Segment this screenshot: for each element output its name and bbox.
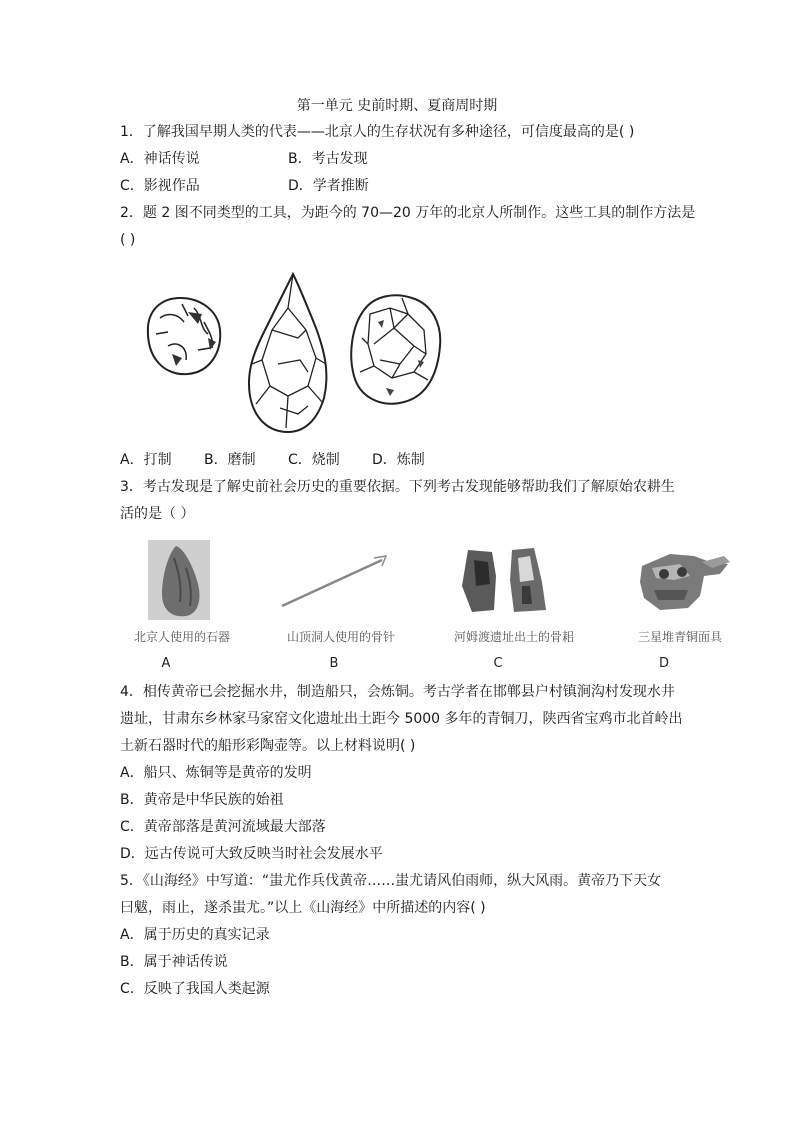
q4-option-b: B．黄帝是中华民族的始祖: [120, 792, 284, 808]
q3-letter-a: A: [161, 656, 171, 671]
q3-letter-d: D: [658, 656, 669, 671]
question-3-stem-line1: 3．考古发现是了解史前社会历史的重要依据。下列考古发现能够帮助我们了解原始农耕生: [120, 479, 675, 495]
bone-needle-icon: [278, 554, 390, 610]
q4-option-a: A．船只、炼铜等是黄帝的发明: [120, 765, 312, 781]
hand-axe-icon: [249, 274, 326, 432]
q4-option-c: C．黄帝部落是黄河流域最大部落: [120, 819, 326, 835]
stone-chopper-icon: [351, 295, 440, 403]
q3-caption-b: 山顶洞人使用的骨针: [286, 630, 395, 644]
question-5-stem-line1: 5．《山海经》中写道：“蚩尤作兵伐黄帝……蚩尤请风伯雨师，纵大风雨。黄帝乃下天女: [120, 873, 662, 889]
question-5-stem-line2: 曰魃，雨止，遂杀蚩尤。”以上《山海经》中所描述的内容( ): [120, 900, 486, 916]
q1-option-a: A．神话传说: [120, 151, 200, 167]
q1-option-b: B．考古发现: [288, 151, 368, 167]
q1-option-d: D．学者推断: [288, 178, 369, 194]
q2-option-c: C．烧制: [288, 452, 340, 468]
q1-option-c: C．影视作品: [120, 178, 200, 194]
question-2-stem-line2: ( ): [120, 232, 136, 248]
q5-option-a: A．属于历史的真实记录: [120, 927, 270, 943]
bone-spade-icon: [460, 546, 550, 616]
q3-caption-a: 北京人使用的石器: [133, 630, 230, 644]
q2-tools-figure: [138, 268, 448, 438]
q3-letter-b: B: [329, 656, 339, 671]
q2-option-d: D．炼制: [372, 452, 425, 468]
question-2-stem-line1: 2．题 2 图不同类型的工具，为距今的 70—20 万年的北京人所制作。这些工具的制作方法是: [120, 205, 696, 221]
q3-caption-d: 三星堆青铜面具: [637, 630, 722, 644]
unit-title: 第一单元 史前时期、夏商周时期: [296, 98, 498, 114]
q2-option-b: B．磨制: [204, 452, 256, 468]
stone-tool-photo-icon: [148, 540, 210, 620]
bronze-mask-icon: [630, 546, 730, 616]
question-3-stem-line2: 活的是（ ）: [120, 506, 195, 522]
question-1-stem: 1．了解我国早期人类的代表——北京人的生存状况有多种途径，可信度最高的是( ): [120, 124, 635, 140]
question-4-stem-line1: 4．相传黄帝已会挖掘水井，制造船只，会炼铜。考古学者在邯郸县户村镇涧沟村发现水井: [120, 684, 675, 700]
q3-letter-c: C: [493, 656, 503, 671]
stone-ball-icon: [148, 298, 220, 374]
question-4-stem-line3: 土新石器时代的船形彩陶壶等。以上材料说明( ): [120, 738, 416, 754]
q2-option-a: A．打制: [120, 452, 172, 468]
q5-option-c: C．反映了我国人类起源: [120, 981, 270, 997]
q5-option-b: B．属于神话传说: [120, 954, 228, 970]
question-4-stem-line2: 遗址，甘肃东乡林家马家窑文化遗址出土距今 5000 多年的青铜刀，陕西省宝鸡市北首岭出: [120, 711, 683, 727]
q3-caption-c: 河姆渡遗址出土的骨耜: [453, 630, 574, 644]
q4-option-d: D．远古传说可大致反映当时社会发展水平: [120, 846, 383, 862]
